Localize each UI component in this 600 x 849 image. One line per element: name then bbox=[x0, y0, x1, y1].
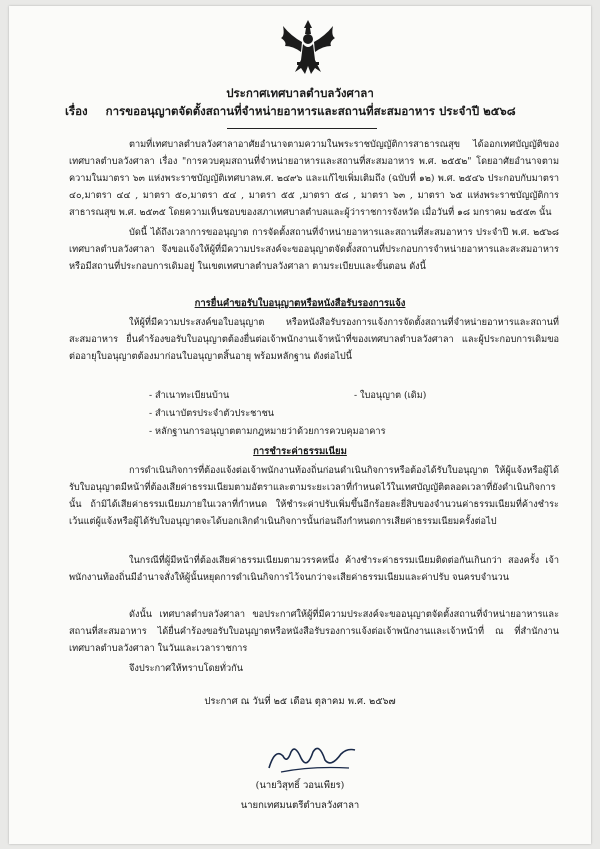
paragraph-4 bbox=[69, 462, 559, 530]
subject-label: เรื่อง bbox=[65, 104, 88, 118]
document-page bbox=[9, 6, 591, 844]
paragraph-2-text: บัดนี้ ได้ถึงเวลาการขออนุญาต การจัดตั้งสถานที่จำหน่ายอาหารและสถานที่สะสมอาหาร ประจำปี พ.ศ. ๒๕๖๘ เทศบาลตำบลวังศาลา จึงขอแจ้งให้ผู้ที่มีความประสงค์จะขออนุญาตจัดตั้งสถานที่ประกอบการจำหน่ายอาหารและสะสมอาหาร หรือมีสถานที่ประกอบการเดิมอยู่ ในเขตเทศบาลตำบลวังศาลา ตามระเบียบและขั้นตอน ดังนี้ bbox=[69, 227, 559, 272]
paragraph-3-text: ให้ผู้ที่มีความประสงค์ขอใบอนุญาต หรือหนังสือรับรองการแจ้งการจัดตั้งสถานที่จำหน่ายอาหารและสถานที่สะสมอาหาร ยื่นคำร้องขอรับใบอนุญาตต้องยื่นต่อเจ้าพนักงานเจ้าหน้าที่ของเทศบาลตำบลวังศาลา และผู้ประกอบการเดิมขอต่ออายุใบอนุญาตต้องมาก่อนใบอนุญาตสิ้นอายุ พร้อมหลักฐาน ดังต่อไปนี้ bbox=[69, 317, 559, 362]
paragraph-5 bbox=[69, 552, 559, 586]
title-divider bbox=[227, 128, 377, 129]
paragraph-7 bbox=[69, 660, 559, 677]
paragraph-6 bbox=[69, 606, 559, 657]
paragraph-5-text: ในกรณีที่ผู้มีหน้าที่ต้องเสียค่าธรรมเนียมตามวรรคหนึ่ง ค้างชำระค่าธรรมเนียมติดต่อกันเกินกว่า สองครั้ง เจ้าพนักงานท้องถิ่นมีอำนาจสั่งให้ผู้นั้นหยุดการดำเนินกิจการไว้จนกว่าจะเสียค่าธรรมเนียมและค่าปรับ จนครบจำนวน bbox=[69, 555, 559, 583]
subject-text: การขออนุญาตจัดตั้งสถานที่จำหน่ายอาหารและสถานที่สะสมอาหาร ประจำปี ๒๕๖๘ bbox=[105, 104, 516, 118]
doc-item-id-card: - สำเนาบัตรประจำตัวประชาชน bbox=[149, 408, 275, 419]
paragraph-7-text: จึงประกาศให้ทราบโดยทั่วกัน bbox=[129, 663, 243, 674]
page-title: ประกาศเทศบาลตำบลวังศาลา bbox=[226, 86, 374, 100]
doc-item-house-registration: - สำเนาทะเบียนบ้าน bbox=[149, 390, 230, 401]
paragraph-2 bbox=[69, 224, 559, 275]
paragraph-6-text: ดังนั้น เทศบาลตำบลวังศาลา ขอประกาศให้ผู้ที่มีความประสงค์จะขออนุญาตจัดตั้งสถานที่จำหน่ายอาหารและสถานที่สะสมอาหาร ได้ยื่นคำร้องขอรับใบอนุญาตหรือหนังสือรับรองการแจ้งต่อเจ้าพนักงานและเจ้าหน้าที่ ณ ที่สำนักงานเทศบาลตำบลวังศาลา ในวันและเวลาราชการ bbox=[69, 609, 559, 654]
paragraph-4-text: การดำเนินกิจการที่ต้องแจ้งต่อเจ้าพนักงานท้องถิ่นก่อนดำเนินกิจการหรือต้องได้รับใบอนุญาต ให้ผู้แจ้งหรือผู้ได้รับใบอนุญาตมีหน้าที่ต้องเสียค่าธรรมเนียมตามอัตราและตามระยะเวลาที่กำหนดไว้ในเทศบัญญัติตลอดเวลาที่ยังดำเนินกิจการนั้น ถ้ามิได้เสียค่าธรรมเนียมภายในเวลาที่กำหนด ให้ชำระค่าปรับเพิ่มขึ้นอีกร้อยละยี่สิบของจำนวนค่าธรรมเนียมที่ค้างชำระ เว้นแต่ผู้แจ้งหรือผู้ได้รับใบอนุญาตจะได้บอกเลิกดำเนินกิจการนั้นก่อนถึงกำหนดการเสียค่าธรรมเนียมครั้งต่อไป bbox=[69, 465, 559, 527]
subject-line bbox=[65, 103, 516, 121]
signer-name: (นายวิสุทธิ์ วอนเพียร) bbox=[255, 780, 345, 791]
heading-fee-payment: การชำระค่าธรรมเนียม bbox=[253, 446, 347, 457]
paragraph-3 bbox=[69, 314, 559, 365]
signature-icon bbox=[261, 738, 361, 778]
signer-position: นายกเทศมนตรีตำบลวังศาลา bbox=[240, 800, 360, 811]
heading-application: การยื่นคำขอรับใบอนุญาตหรือหนังสือรับรองการแจ้ง bbox=[194, 298, 406, 309]
paragraph-1 bbox=[69, 136, 559, 221]
doc-item-old-license: - ใบอนุญาต (เดิม) bbox=[354, 390, 427, 401]
paragraph-1-text: ตามที่เทศบาลตำบลวังศาลาอาศัยอำนาจตามความในพระราชบัญญัติการสาธารณสุข ได้ออกเทศบัญญัติของเทศบาลตำบลวังศาลา เรื่อง "การควบคุมสถานที่จำหน่ายอาหารและสถานที่สะสมอาหาร พ.ศ. ๒๕๕๒" โดยอาศัยอำนาจตามความในมาตรา ๖๓ แห่งพระราชบัญญัติเทศบาลพ.ศ. ๒๔๙๖ และแก้ไขเพิ่มเติมถึง (ฉบับที่ ๑๒) พ.ศ. ๒๕๔๖ ประกอบกับมาตรา ๔๐,มาตรา ๔๔ , มาตรา ๕๐,มาตรา ๕๔ , มาตรา ๕๕ ,มาตรา ๕๘ , มาตรา ๖๓ , มาตรา ๖๕ แห่งพระราชบัญญัติการสาธารณสุข พ.ศ. ๒๕๓๕ โดยความเห็นชอบของสภาเทศบาลตำบลและผู้ว่าราชการจังหวัด เมื่อวันที่ ๑๘ มกราคม ๒๕๕๓ นั้น bbox=[69, 139, 559, 218]
doc-item-building-permit: - หลักฐานการอนุญาตตามกฎหมายว่าด้วยการควบคุมอาคาร bbox=[149, 426, 386, 437]
garuda-emblem-icon bbox=[277, 16, 339, 78]
announce-date: ประกาศ ณ วันที่ ๒๕ เดือน ตุลาคม พ.ศ. ๒๕๖๗ bbox=[204, 696, 396, 707]
